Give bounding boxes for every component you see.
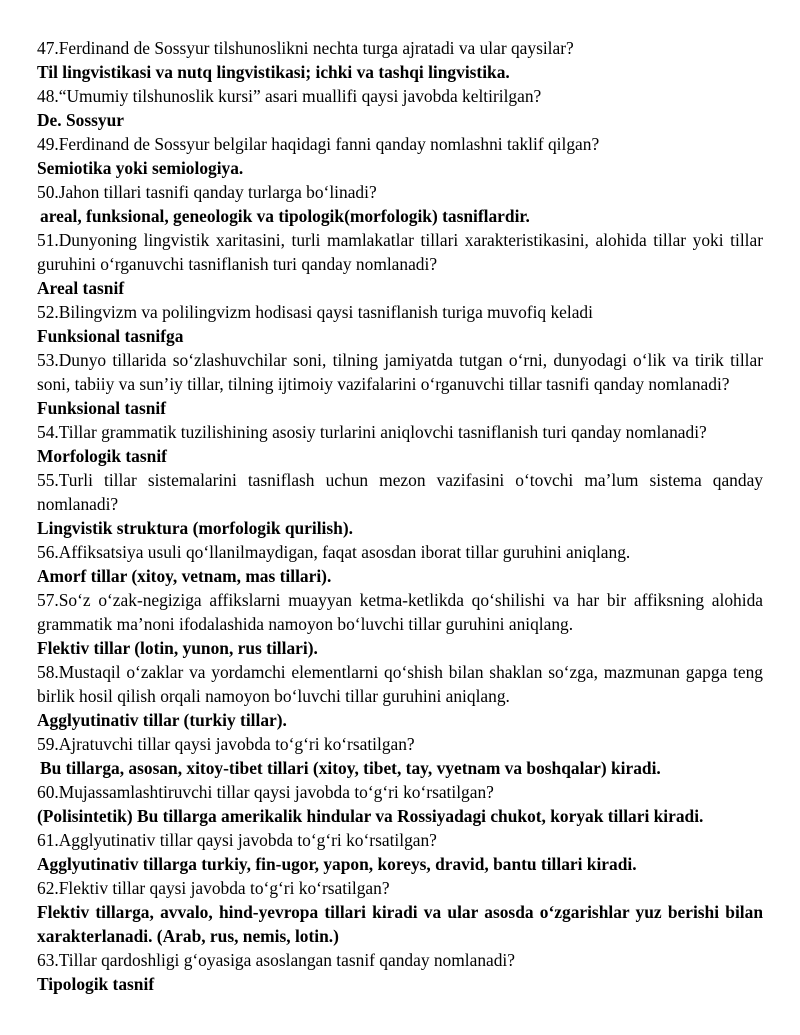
answer-56: Amorf tillar (xitoy, vetnam, mas tillari). bbox=[37, 566, 332, 586]
answer-62: Flektiv tillarga, avvalo, hind-yevropa tillari kiradi va ular asosda o‘zgarishlar yuz berishi bilan xarakterlanadi. (Arab, rus, nemis, lotin.) bbox=[37, 902, 763, 946]
question-61: 61.Agglyutinativ tillar qaysi javobda to‘g‘ri ko‘rsatilgan? bbox=[37, 830, 437, 850]
qa-item-55 bbox=[37, 468, 763, 540]
qa-item-62 bbox=[37, 876, 763, 948]
answer-59: Bu tillarga, asosan, xitoy-tibet tillari (xitoy, tibet, tay, vyetnam va boshqalar) kiradi. bbox=[40, 758, 661, 778]
qa-item-61 bbox=[37, 828, 763, 876]
qa-item-60 bbox=[37, 780, 763, 828]
question-48: 48.“Umumiy tilshunoslik kursi” asari muallifi qaysi javobda keltirilgan? bbox=[37, 86, 542, 106]
qa-item-57 bbox=[37, 588, 763, 660]
qa-item-47 bbox=[37, 36, 763, 84]
qa-item-56 bbox=[37, 540, 763, 588]
question-55: 55.Turli tillar sistemalarini tasniflash uchun mezon vazifasini o‘tovchi ma’lum sistema qanday nomlanadi? bbox=[37, 470, 763, 514]
question-63: 63.Tillar qardoshligi g‘oyasiga asoslangan tasnif qanday nomlanadi? bbox=[37, 950, 515, 970]
answer-48: De. Sossyur bbox=[37, 110, 124, 130]
answer-60: (Polisintetik) Bu tillarga amerikalik hindular va Rossiyadagi chukot, koryak tillari kiradi. bbox=[37, 806, 704, 826]
question-56: 56.Affiksatsiya usuli qo‘llanilmaydigan, faqat asosdan iborat tillar guruhini aniqlang. bbox=[37, 542, 631, 562]
answer-50: areal, funksional, geneologik va tipologik(morfologik) tasniflardir. bbox=[40, 206, 530, 226]
qa-item-48 bbox=[37, 84, 763, 132]
question-49: 49.Ferdinand de Sossyur belgilar haqidagi fanni qanday nomlashni taklif qilgan? bbox=[37, 134, 600, 154]
answer-58: Agglyutinativ tillar (turkiy tillar). bbox=[37, 710, 287, 730]
answer-54: Morfologik tasnif bbox=[37, 446, 167, 466]
answer-57: Flektiv tillar (lotin, yunon, rus tillari). bbox=[37, 638, 318, 658]
qa-item-58 bbox=[37, 660, 763, 732]
qa-item-50 bbox=[37, 180, 763, 228]
answer-51: Areal tasnif bbox=[37, 278, 125, 298]
qa-item-59 bbox=[37, 732, 763, 780]
answer-52: Funksional tasnifga bbox=[37, 326, 184, 346]
question-54: 54.Tillar grammatik tuzilishining asosiy turlarini aniqlovchi tasniflanish turi qanday nomlanadi? bbox=[37, 422, 707, 442]
answer-47: Til lingvistikasi va nutq lingvistikasi; ichki va tashqi lingvistika. bbox=[37, 62, 510, 82]
answer-53: Funksional tasnif bbox=[37, 398, 167, 418]
question-60: 60.Mujassamlashtiruvchi tillar qaysi javobda to‘g‘ri ko‘rsatilgan? bbox=[37, 782, 494, 802]
answer-49: Semiotika yoki semiologiya. bbox=[37, 158, 244, 178]
qa-item-63 bbox=[37, 948, 763, 996]
question-62: 62.Flektiv tillar qaysi javobda to‘g‘ri ko‘rsatilgan? bbox=[37, 878, 390, 898]
question-59: 59.Ajratuvchi tillar qaysi javobda to‘g‘ri ko‘rsatilgan? bbox=[37, 734, 415, 754]
answer-63: Tipologik tasnif bbox=[37, 974, 155, 994]
question-50: 50.Jahon tillari tasnifi qanday turlarga bo‘linadi? bbox=[37, 182, 377, 202]
qa-item-51 bbox=[37, 228, 763, 300]
qa-item-54 bbox=[37, 420, 763, 468]
answer-55: Lingvistik struktura (morfologik qurilish). bbox=[37, 518, 353, 538]
question-58: 58.Mustaqil o‘zaklar va yordamchi elementlarni qo‘shish bilan shaklan so‘zga, mazmunan gapga teng birlik hosil qilish orqali namoyon bo‘luvchi tillar guruhini aniqlang. bbox=[37, 662, 763, 706]
question-52: 52.Bilingvizm va polilingvizm hodisasi qaysi tasniflanish turiga muvofiq keladi bbox=[37, 302, 593, 322]
question-57: 57.So‘z o‘zak-negiziga affikslarni muayyan ketma-ketlikda qo‘shilishi va har bir affiksning alohida grammatik ma’noni ifodalashida namoyon bo‘luvchi tillar guruhini aniqlang. bbox=[37, 590, 763, 634]
qa-item-53 bbox=[37, 348, 763, 420]
question-47: 47.Ferdinand de Sossyur tilshunoslikni nechta turga ajratadi va ular qaysilar? bbox=[37, 38, 574, 58]
question-51: 51.Dunyoning lingvistik xaritasini, turli mamlakatlar tillari xarakteristikasini, alohida tillar yoki tillar guruhini o‘rganuvchi tasniflanish turi qanday nomlanadi? bbox=[37, 230, 763, 274]
answer-61: Agglyutinativ tillarga turkiy, fin-ugor, yapon, koreys, dravid, bantu tillari kiradi. bbox=[37, 854, 637, 874]
qa-item-52 bbox=[37, 300, 763, 348]
qa-item-49 bbox=[37, 132, 763, 180]
question-53: 53.Dunyo tillarida so‘zlashuvchilar soni, tilning jamiyatda tutgan o‘rni, dunyodagi o‘lik va tirik tillar soni, tabiiy va sun’iy tillar, tilning ijtimoiy vazifalarini o‘rganuvchi tillar tasnifi qanday nomlanadi? bbox=[37, 350, 763, 394]
